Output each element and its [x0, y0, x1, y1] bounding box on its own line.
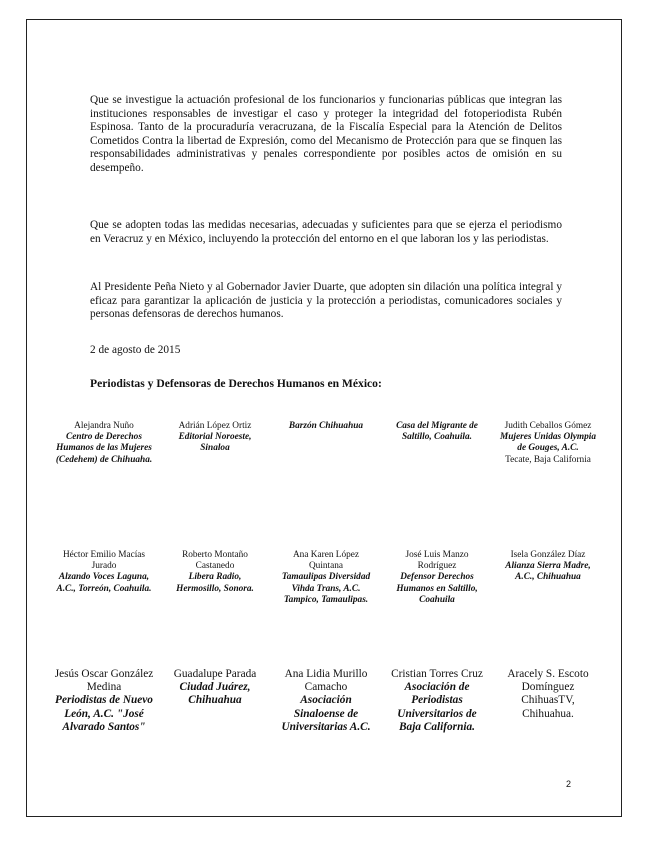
- signatory-org: Tamaulipas Diversidad Vihda Trans, A.C. Tampico, Tamaulipas.: [281, 572, 371, 605]
- signatory-name: Ana Karen López Quintana: [292, 550, 360, 572]
- signatory-org: Ciudad Juárez, Chihuahua: [179, 681, 251, 707]
- signatories-heading: Periodistas y Defensoras de Derechos Humanos en México:: [90, 377, 382, 390]
- signatory-org: Alzando Voces Laguna, A.C., Torreón, Coahuila.: [56, 572, 152, 594]
- signatory-name: Isela González Díaz: [510, 550, 586, 560]
- signatory-name: Cristian Torres Cruz: [391, 668, 483, 680]
- signatory-org: Libera Radio, Hermosillo, Sonora.: [176, 572, 254, 594]
- signatory-org: Asociación Sinaloense de Universitarias A.C.: [281, 694, 371, 733]
- signatory: [498, 668, 598, 734]
- signatories-row-3: [54, 668, 598, 734]
- signatory-name: Jesús Oscar González Medina: [54, 668, 154, 694]
- signatory: [387, 668, 487, 734]
- signatory: [165, 550, 265, 606]
- signatory-name: Ana Lidia Murillo Camacho: [284, 668, 368, 694]
- signatory-name: José Luis Manzo Rodríguez: [405, 550, 469, 572]
- signatory: [54, 421, 154, 466]
- signatory-org: Centro de Derechos Humanos de las Mujeres (Cedehem) de Chihuaha.: [55, 432, 153, 465]
- signatory-name: Guadalupe Parada: [173, 668, 257, 680]
- signatory-location: Tecate, Baja California: [505, 454, 591, 465]
- signatory: [498, 550, 598, 606]
- signatory-name: Héctor Emilio Macías Jurado: [62, 550, 146, 572]
- signatory-org: Casa del Migrante de Saltillo, Coahuila.: [396, 421, 478, 443]
- signatory-org: Alianza Sierra Madre, A.C., Chihuahua: [505, 561, 591, 583]
- page-number: 2: [566, 779, 572, 789]
- signatory-org: Asociación de Periodistas Universitarios de Baja California.: [397, 681, 477, 733]
- signatory: [276, 421, 376, 466]
- signatory: [498, 421, 598, 466]
- signatory: [387, 550, 487, 606]
- signatory-org: Mujeres Unidas Olympia de Gouges, A.C.: [499, 432, 597, 454]
- document-date: 2 de agosto de 2015: [90, 344, 181, 356]
- signatory-name: Judith Ceballos Gómez: [504, 421, 592, 431]
- signatory-affiliation: ChihuasTV, Chihuahua.: [521, 694, 575, 720]
- signatory: [276, 550, 376, 606]
- paragraph-president: Al Presidente Peña Nieto y al Gobernador Javier Duarte, que adopten sin dilación una política integral y eficaz para garantizar la aplicación de justicia y la protección a periodistas, comunicadores sociales y personas defensoras de derechos humanos.: [90, 281, 562, 320]
- signatory: [276, 668, 376, 734]
- signatory-name: Alejandra Nuño: [74, 421, 134, 431]
- paragraph-measures: Que se adopten todas las medidas necesarias, adecuadas y suficientes para que se ejerza el periodismo en Veracruz y en México, incluyendo la protección del entorno en el que laboran los y las periodistas.: [90, 219, 562, 245]
- signatory: [165, 421, 265, 466]
- signatories-row-1: [54, 421, 598, 466]
- signatory: [387, 421, 487, 466]
- paragraph-investigation: Que se investigue la actuación profesional de los funcionarios y funcionarias públicas que integran las instituciones responsables de investigar el caso y proteger la integridad del fotoperiodista Rubén Espinosa. Tanto de la procuraduría veracruzana, de la Fiscalía Especial para la Atención de Delitos Cometidos Contra la libertad de Expresión, como del Mecanismo de Protección para que se finquen las responsabilidades administrativas y penales correspondiente por posibles actos de omisión en su desempeño.: [90, 94, 562, 174]
- signatory-org: Defensor Derechos Humanos en Saltillo, Coahuila: [396, 572, 478, 605]
- signatory-name: Aracely S. Escoto Domínguez: [507, 668, 589, 694]
- signatory-name: Adrián López Ortiz: [178, 421, 252, 431]
- signatory-org: Barzón Chihuahua: [288, 421, 364, 431]
- signatory-name: Roberto Montaño Castanedo: [182, 550, 248, 572]
- signatories-row-2: [54, 550, 598, 606]
- signatory: [54, 550, 154, 606]
- signatory-org: Editorial Noroeste, Sinaloa: [178, 432, 252, 454]
- signatory-org: Periodistas de Nuevo León, A.C. "José Alvarado Santos": [55, 694, 153, 733]
- signatory: [54, 668, 154, 734]
- signatory: [165, 668, 265, 734]
